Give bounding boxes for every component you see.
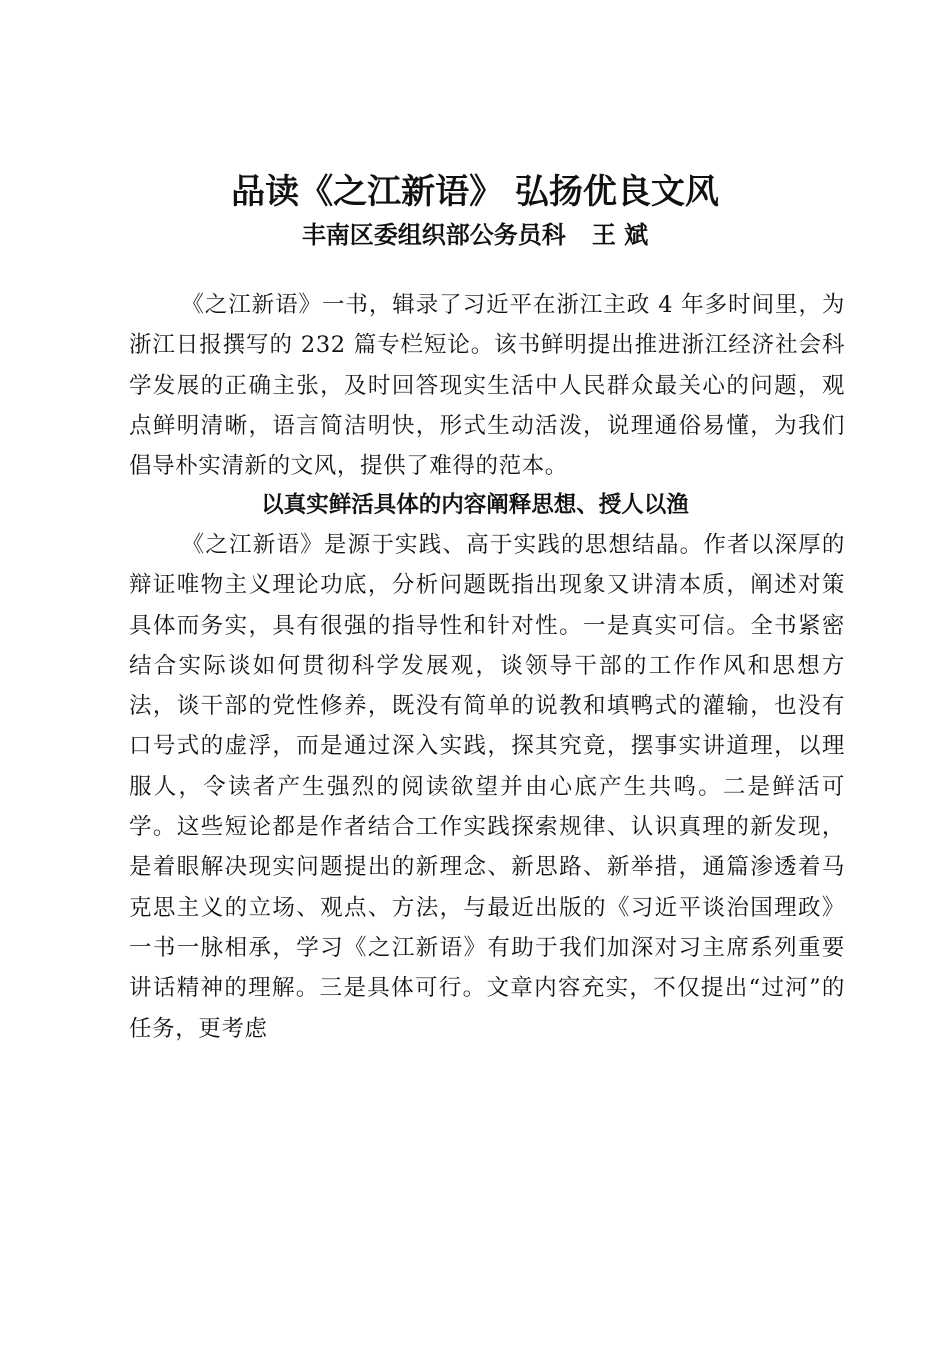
author-organization: 丰南区委组织部公务员科 <box>301 221 566 249</box>
section-paragraph-text: 《之江新语》是源于实践、高于实践的思想结晶。作者以深厚的辩证唯物主义理论功底，分析问题既指出现象又讲清本质，阐述对策具体而务实，具有很强的指导性和针对性。一是真实可信。全书紧密结合实际谈如何贯彻科学发展观，谈领导干部的工作作风和思想方法，谈干部的党性修养，既没有简单的说教和填鸭式的灌输，也没有口号式的虚浮，而是通过深入实践，探其究竟，摆事实讲道理，以理服人，令读者产生强烈的阅读欲望并由心底产生共鸣。二是鲜活可学。这些短论都是作者结合工作实践探索规律、认识真理的新发现，是着眼解决现实问题提出的新理念、新思路、新举措，通篇渗透着马克思主义的立场、观点、方法，与最近出版的《习近平谈治国理政》一书一脉相承，学习《之江新语》有助于我们加深对习主席系列重要讲话精神的理解。三是具体可行。文章内容充实，不仅提出“过河”的任务，更考虑 <box>129 532 845 1042</box>
author-name: 王 斌 <box>591 221 649 249</box>
section-paragraph <box>129 525 845 1049</box>
author-byline <box>0 215 950 255</box>
intro-paragraph-text: 《之江新语》一书，辑录了习近平在浙江主政 4 年多时间里，为浙江日报撰写的 232 篇专栏短论。该书鲜明提出推进浙江经济社会科学发展的正确主张，及时回答现实生活中人民群众最关心的问题，观点鲜明清晰，语言简洁明快，形式生动活泼，说理通俗易懂，为我们倡导朴实清新的文风，提供了难得的范本。 <box>129 292 845 480</box>
section-heading: 以真实鲜活具体的内容阐释思想、授人以渔 <box>261 492 689 518</box>
intro-paragraph <box>129 285 845 486</box>
document-title: 品读《之江新语》 弘扬优良文风 <box>231 172 719 212</box>
